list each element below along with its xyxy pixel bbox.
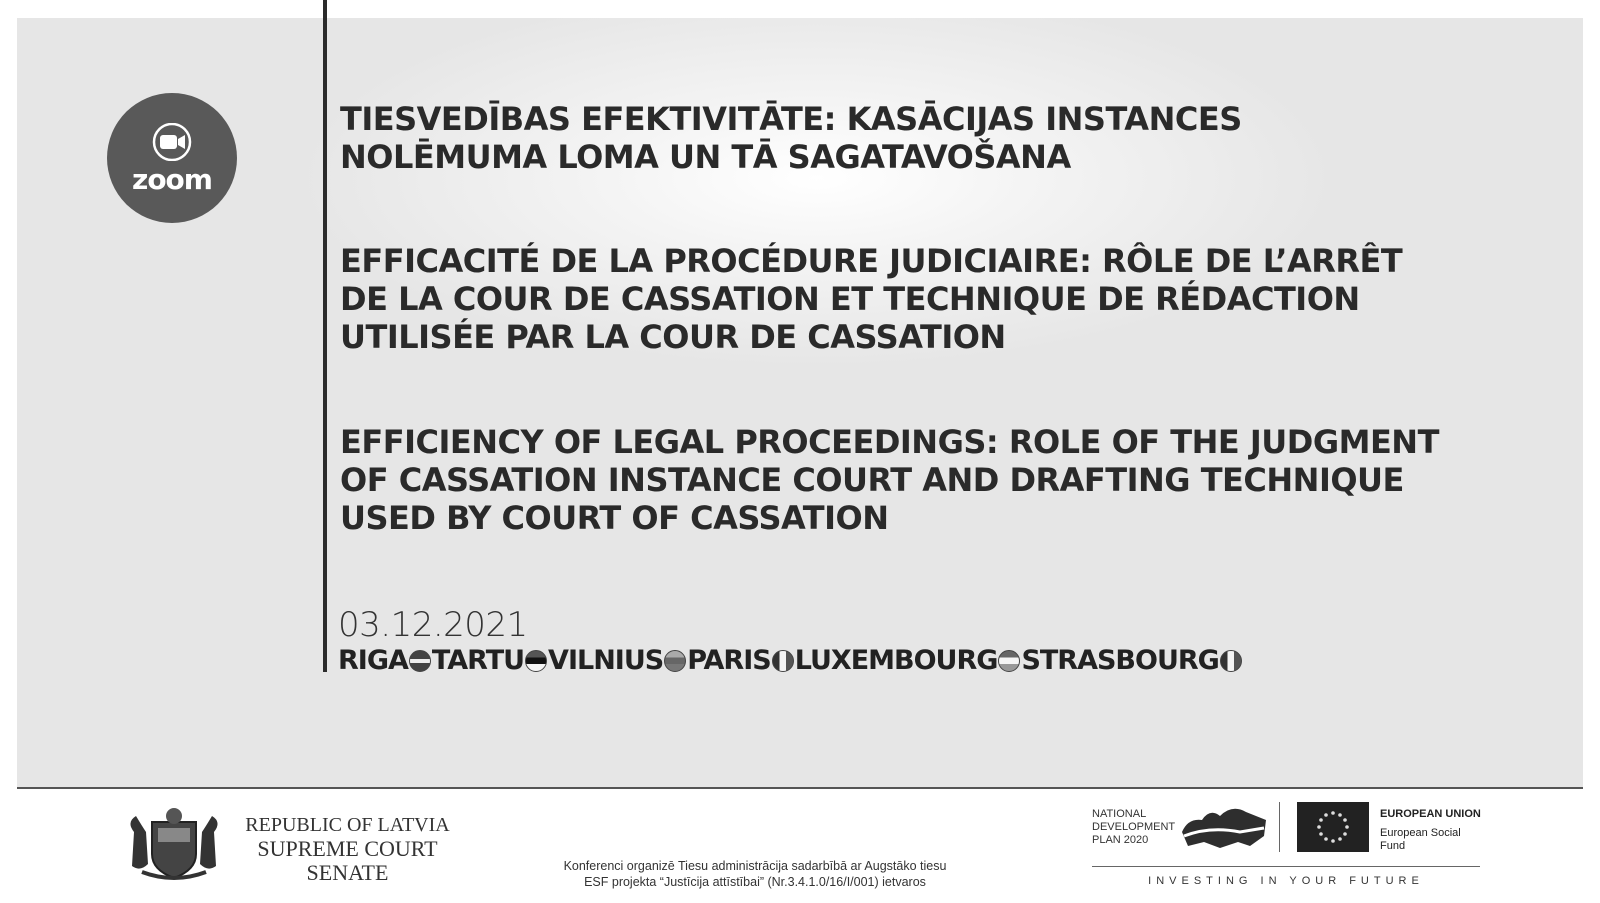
estonia-flag-icon — [525, 650, 547, 672]
supreme-court-name — [240, 813, 455, 885]
coat-of-arms-icon — [122, 802, 226, 882]
eu-stars-icon — [1297, 802, 1369, 852]
court-line-2: SUPREME COURT — [257, 836, 438, 861]
eu-line-2: European Social — [1380, 827, 1461, 839]
title-latvian-line-2: NOLĒMUMA LOMA UN TĀ SAGATAVOŠANA — [340, 138, 1071, 176]
event-date: 03.12.2021 — [338, 605, 528, 645]
title-french-line-3: UTILISÉE PAR LA COUR DE CASSATION — [340, 318, 1006, 356]
ndp-line-3: PLAN 2020 — [1092, 834, 1149, 846]
city-luxembourg: LUXEMBOURG — [794, 645, 998, 676]
logo-separator — [1279, 802, 1280, 852]
eu-fund-label — [1380, 808, 1481, 853]
eu-line-3: Fund — [1380, 840, 1406, 852]
city-list — [338, 645, 1243, 676]
france-flag-icon — [772, 650, 794, 672]
ndp-line-1: NATIONAL — [1092, 808, 1147, 820]
title-french — [340, 242, 1402, 356]
city-paris: PARIS — [687, 645, 771, 676]
title-english-line-3: USED BY COURT OF CASSATION — [340, 499, 889, 537]
organizer-line-1: Konferenci organizē Tiesu administrācija sadarbībā ar Augstāko tiesu — [563, 859, 947, 873]
latvia-flag-icon — [409, 650, 431, 672]
vertical-divider — [323, 0, 327, 672]
ndp-line-2: DEVELOPMENT — [1092, 821, 1176, 833]
lithuania-flag-icon — [664, 650, 686, 672]
court-line-3: SENATE — [306, 860, 389, 885]
latvia-map-icon — [1180, 802, 1268, 854]
footer-divider — [17, 787, 1583, 789]
title-english-line-1: EFFICIENCY OF LEGAL PROCEEDINGS: ROLE OF THE JUDGMENT — [340, 423, 1439, 461]
zoom-logo — [107, 93, 237, 223]
city-tartu: TARTU — [431, 645, 525, 676]
city-vilnius: VILNIUS — [548, 645, 664, 676]
luxembourg-flag-icon — [998, 650, 1020, 672]
title-english — [340, 423, 1439, 537]
title-french-line-2: DE LA COUR DE CASSATION ET TECHNIQUE DE RÉDACTION — [340, 280, 1360, 318]
organizer-line-2: ESF projekta “Justīcija attīstībai” (Nr.3.4.1.0/16/I/001) ietvaros — [584, 875, 926, 889]
court-line-1: REPUBLIC OF LATVIA — [245, 814, 450, 836]
title-french-line-1: EFFICACITÉ DE LA PROCÉDURE JUDICIAIRE: RÔLE DE L’ARRÊT — [340, 242, 1403, 280]
title-latvian — [340, 100, 1242, 176]
zoom-label: zoom — [132, 163, 212, 196]
city-riga: RIGA — [338, 645, 408, 676]
eu-line-1: EUROPEAN UNION — [1380, 808, 1481, 820]
eu-flag — [1297, 802, 1369, 852]
video-camera-icon — [147, 123, 197, 161]
title-latvian-line-1: TIESVEDĪBAS EFEKTIVITĀTE: KASĀCIJAS INSTANCES — [340, 100, 1242, 138]
france-flag-icon — [1220, 650, 1242, 672]
eu-slogan: INVESTING IN YOUR FUTURE — [1148, 875, 1424, 887]
title-english-line-2: OF CASSATION INSTANCE COURT AND DRAFTING TECHNIQUE — [340, 461, 1404, 499]
slogan-divider — [1092, 866, 1480, 867]
organizer-note — [520, 858, 990, 890]
city-strasbourg: STRASBOURG — [1021, 645, 1219, 676]
national-development-plan — [1092, 808, 1175, 847]
